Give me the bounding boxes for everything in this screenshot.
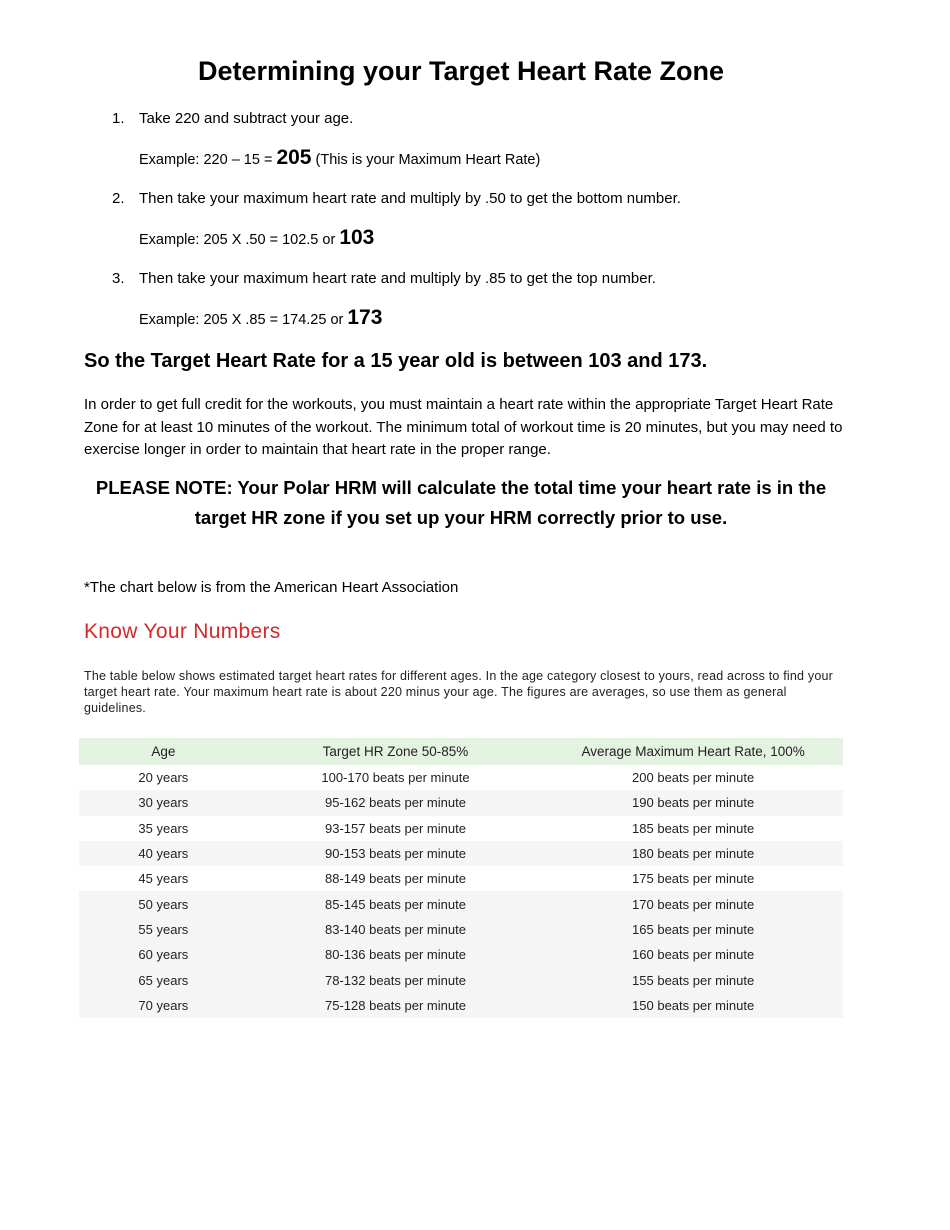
cell-age: 65 years [79, 967, 248, 992]
table-row [79, 967, 843, 992]
cell-age: 55 years [79, 917, 248, 942]
example-result: 173 [347, 306, 383, 329]
table-row [79, 993, 843, 1018]
cell-age: 20 years [138, 770, 189, 786]
cell-max: 155 beats per minute [543, 967, 843, 992]
cell-zone: 75-128 beats per minute [248, 993, 544, 1018]
example-prefix: Example: 205 X .85 = 174.25 or [139, 312, 348, 328]
cell-zone: 78-132 beats per minute [248, 967, 544, 992]
heart-rate-table [79, 738, 843, 1018]
cell-max: 185 beats per minute [632, 820, 755, 836]
cell-max: 190 beats per minute [543, 790, 843, 815]
cell-age: 30 years [79, 790, 248, 815]
step-text: Then take your maximum heart rate and multiply by .85 to get the top number. [139, 270, 656, 287]
step-text: Take 220 and subtract your age. [139, 110, 354, 127]
cell-age: 70 years [79, 993, 248, 1018]
cell-max: 170 beats per minute [543, 891, 843, 916]
cell-zone: 90-153 beats per minute [248, 841, 544, 866]
table-intro: The table below shows estimated target heart rates for different ages. In the age category closest to yours, read across to find your target heart rate. Your maximum heart rate is about 220 minus your age. The figures are averages, so use them as general guidelines. [84, 669, 833, 715]
cell-age: 35 years [138, 820, 189, 836]
header-age: Age [79, 738, 248, 765]
example-suffix: (This is your Maximum Heart Rate) [311, 152, 541, 168]
table-row [79, 841, 843, 866]
cell-zone: 85-145 beats per minute [248, 891, 544, 916]
summary-heading: So the Target Heart Rate for a 15 year old is between 103 and 173. [84, 350, 708, 372]
cell-max: 165 beats per minute [543, 917, 843, 942]
table-row [79, 917, 843, 942]
cell-age: 40 years [79, 841, 248, 866]
step-number: 1. [112, 110, 125, 127]
example-prefix: Example: 205 X .50 = 102.5 or [139, 232, 340, 248]
cell-age: 60 years [79, 942, 248, 967]
cell-max: 160 beats per minute [543, 942, 843, 967]
cell-max: 200 beats per minute [632, 770, 755, 786]
step-1 [112, 110, 353, 127]
table-row [79, 816, 843, 841]
table-row [79, 942, 843, 967]
table-row [79, 866, 843, 891]
table-row [79, 790, 843, 815]
example-result: 103 [339, 226, 375, 249]
step-1-example [139, 146, 540, 170]
cell-age: 50 years [79, 891, 248, 916]
step-number: 3. [112, 270, 125, 287]
cell-zone: 95-162 beats per minute [248, 790, 544, 815]
step-number: 2. [112, 190, 125, 207]
step-3-example [139, 306, 382, 330]
cell-zone: 88-149 beats per minute [325, 871, 466, 887]
know-your-numbers-heading: Know Your Numbers [84, 620, 281, 643]
cell-max: 150 beats per minute [543, 993, 843, 1018]
please-note: PLEASE NOTE: Your Polar HRM will calculate the total time your heart rate is in the target HR zone if you set up your HRM correctly prior to use. [95, 477, 827, 528]
cell-max: 180 beats per minute [543, 841, 843, 866]
header-target-zone: Target HR Zone 50-85% [248, 738, 544, 765]
table-header-row [79, 738, 843, 765]
cell-zone: 93-157 beats per minute [325, 820, 466, 836]
credit-paragraph: In order to get full credit for the workouts, you must maintain a heart rate within the appropriate Target Heart Rate Zone for at least 10 minutes of the workout. The minimum total of workout time is 20 minutes, but you may need to exercise longer in order to maintain that heart rate in the proper range. [84, 396, 843, 458]
cell-zone: 80-136 beats per minute [248, 942, 544, 967]
chart-source: *The chart below is from the American Heart Association [84, 579, 459, 596]
step-2 [112, 190, 681, 207]
header-max-rate: Average Maximum Heart Rate, 100% [543, 738, 843, 765]
cell-zone: 83-140 beats per minute [248, 917, 544, 942]
cell-zone: 100-170 beats per minute [321, 770, 470, 786]
page-title: Determining your Target Heart Rate Zone [197, 56, 725, 86]
example-result: 205 [276, 146, 312, 169]
table-row [79, 765, 843, 790]
step-2-example [139, 226, 374, 250]
step-text: Then take your maximum heart rate and multiply by .50 to get the bottom number. [139, 190, 681, 207]
table-row [79, 891, 843, 916]
example-prefix: Example: 220 – 15 = [139, 152, 277, 168]
step-3 [112, 270, 656, 287]
cell-age: 45 years [138, 871, 189, 887]
cell-max: 175 beats per minute [632, 871, 755, 887]
